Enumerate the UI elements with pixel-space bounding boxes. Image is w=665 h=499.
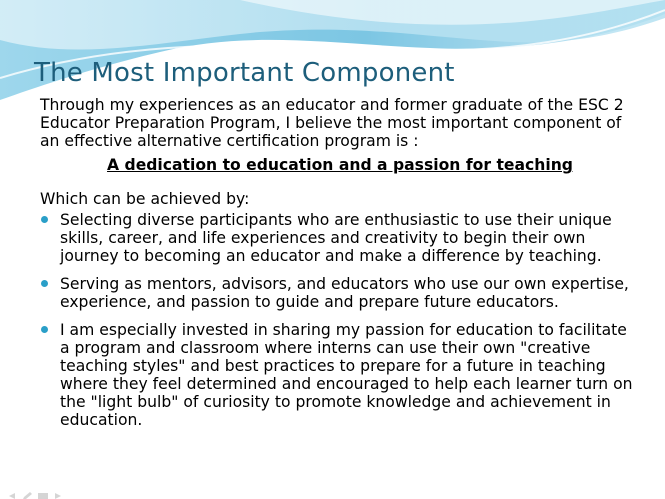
key-statement: A dedication to education and a passion for teaching bbox=[107, 156, 573, 174]
bullet-list bbox=[40, 211, 640, 429]
slide-title: The Most Important Component bbox=[34, 58, 455, 88]
intro-paragraph: Through my experiences as an educator and former graduate of the ESC 2 Educator Preparation Program, I believe the most important component of an effective alternative certification program is : bbox=[40, 96, 624, 150]
bullet-text: Selecting diverse participants who are enthusiastic to use their unique skills, career, and life experiences and creativity to begin their own journey to becoming an educator and make a difference by teaching. bbox=[60, 211, 612, 265]
bullet-dot-icon bbox=[41, 326, 48, 333]
bullet-item bbox=[40, 275, 640, 311]
bullets-lead-in: Which can be achieved by: bbox=[40, 190, 250, 208]
bullet-item bbox=[40, 321, 640, 429]
pen-icon[interactable] bbox=[22, 485, 32, 493]
next-arrow-icon[interactable] bbox=[54, 485, 64, 493]
bullet-dot-icon bbox=[41, 280, 48, 287]
bullet-dot-icon bbox=[41, 216, 48, 223]
previous-arrow-icon[interactable] bbox=[6, 485, 16, 493]
slide-menu-icon[interactable] bbox=[38, 485, 48, 493]
bullet-item bbox=[40, 211, 640, 265]
slide-body bbox=[40, 96, 640, 439]
slideshow-controls bbox=[6, 485, 64, 495]
bullet-text: Serving as mentors, advisors, and educators who use our own expertise, experience, and passion to guide and prepare future educators. bbox=[60, 275, 629, 311]
header-wave-decoration bbox=[0, 0, 665, 110]
bullet-text: I am especially invested in sharing my passion for education to facilitate a program and classroom where interns can use their own "creative teaching styles" and best practices to prepare for a future in teaching where they feel determined and encouraged to help each learner turn on the "light bulb" of curiosity to promote knowledge and achievement in education. bbox=[60, 321, 633, 429]
